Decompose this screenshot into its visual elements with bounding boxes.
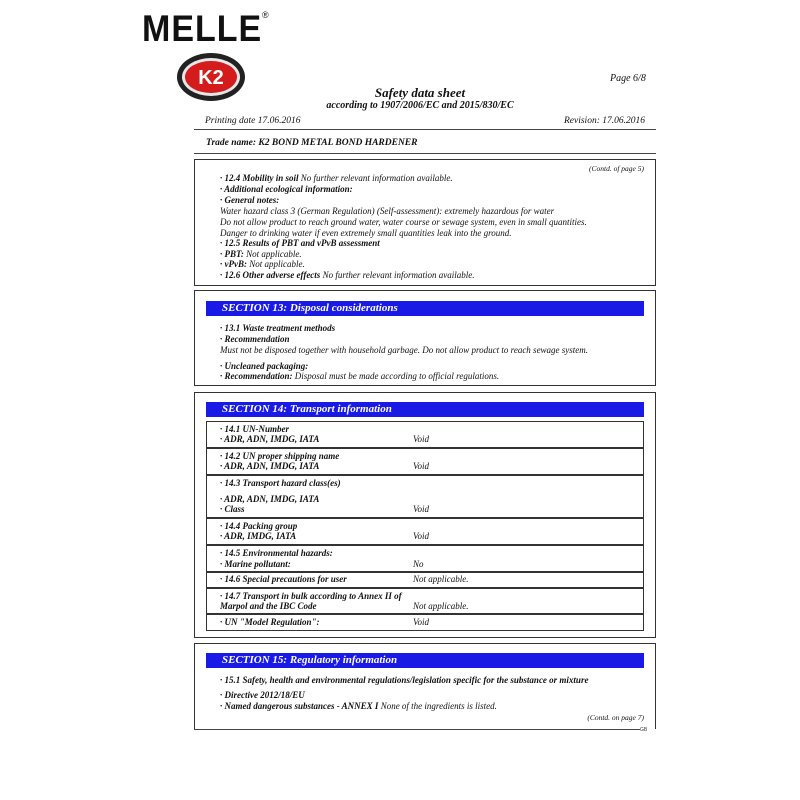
packing-group-value: Void — [413, 531, 430, 541]
packaging-recommendation: · Recommendation: Disposal must be made according to official regulations. — [220, 371, 500, 381]
hazard-class-class: · Class — [220, 504, 245, 514]
shipping-name-value: Void — [413, 461, 430, 471]
header-divider — [194, 129, 656, 130]
groundwater-note: Do not allow product to reach ground water, water course or sewage system, even in small quantities. — [220, 217, 587, 227]
section-15-banner: SECTION 15: Regulatory information — [206, 653, 644, 668]
other-adverse-effects: · 12.6 Other adverse effects No further relevant information available. — [220, 270, 475, 280]
hazard-class-modes: · ADR, ADN, IMDG, IATA — [220, 494, 320, 504]
marine-pollutant-label: · Marine pollutant: — [220, 559, 291, 569]
regulations-heading: · 15.1 Safety, health and environmental regulations/legislation specific for the substance or mixture — [220, 675, 589, 685]
environmental-hazards-label: · 14.5 Environmental hazards: — [220, 548, 333, 558]
hazard-class-value: Void — [413, 504, 430, 514]
logo-registered-mark: ® — [262, 10, 269, 20]
un-number-modes: · ADR, ADN, IMDG, IATA — [220, 434, 320, 444]
additional-ecological-info: · Additional ecological information: — [220, 184, 353, 194]
waste-treatment-heading: · 13.1 Waste treatment methods — [220, 323, 336, 333]
directive-heading: · Directive 2012/18/EU — [220, 690, 305, 700]
printing-date: Printing date 17.06.2016 — [205, 116, 301, 126]
named-dangerous-substances: · Named dangerous substances - ANNEX I None of the ingredients is listed. — [220, 701, 497, 711]
packing-group-modes: · ADR, IMDG, IATA — [220, 531, 297, 541]
page-number: Page 6/8 — [610, 73, 646, 84]
uncleaned-packaging-heading: · Uncleaned packaging: — [220, 361, 309, 371]
logo-brand-text: MELLE — [142, 8, 263, 50]
trade-name: Trade name: K2 BOND METAL BOND HARDENER — [206, 138, 418, 148]
contd-from-note: (Contd. of page 5) — [589, 164, 644, 173]
vpvb-line: · vPvB: Not applicable. — [220, 259, 305, 269]
marpol-label: Marpol and the IBC Code — [220, 601, 317, 611]
recommendation-heading: · Recommendation — [220, 334, 290, 344]
document-title: Safety data sheet — [374, 85, 466, 100]
section-14-banner: SECTION 14: Transport information — [206, 402, 644, 417]
special-precautions-label: · 14.6 Special precautions for user — [220, 574, 347, 584]
hazard-class-label: · 14.3 Transport hazard class(es) — [220, 478, 341, 488]
packing-group-label: · 14.4 Packing group — [220, 521, 298, 531]
disposal-recommendation: Must not be disposed together with household garbage. Do not allow product to reach sewage system. — [220, 345, 589, 355]
bulk-transport-label: · 14.7 Transport in bulk according to Annex II of — [220, 591, 402, 601]
pbt-line: · PBT: Not applicable. — [220, 249, 302, 259]
section-13-banner: SECTION 13: Disposal considerations — [206, 301, 644, 316]
model-regulation-label: · UN "Model Regulation": — [220, 617, 320, 627]
contd-on-note: (Contd. on page 7) — [587, 713, 644, 722]
drinking-water-note: Danger to drinking water if even extremely small quantities leak into the ground. — [220, 228, 512, 238]
un-number-value: Void — [413, 434, 430, 444]
shipping-name-label: · 14.2 UN proper shipping name — [220, 451, 340, 461]
mobility-in-soil: · 12.4 Mobility in soil No further relevant information available. — [220, 173, 453, 183]
country-code: GB — [640, 727, 648, 733]
pbt-vpvb-heading: · 12.5 Results of PBT and vPvB assessment — [220, 238, 380, 248]
revision-date: Revision: 17.06.2016 — [563, 116, 645, 126]
footer-divider — [194, 729, 640, 730]
water-hazard-note: Water hazard class 3 (German Regulation) (Self-assessment): extremely hazardous for water — [220, 206, 555, 216]
logo-k2-text: K2 — [198, 67, 224, 89]
trade-divider — [194, 153, 656, 154]
document-subtitle: according to 1907/2006/EC and 2015/830/EC — [326, 100, 514, 111]
model-regulation-value: Void — [413, 617, 430, 627]
general-notes-heading: · General notes: — [220, 195, 280, 205]
special-precautions-value: Not applicable. — [413, 574, 469, 584]
shipping-name-modes: · ADR, ADN, IMDG, IATA — [220, 461, 320, 471]
marine-pollutant-value: No — [413, 559, 424, 569]
bulk-transport-value: Not applicable. — [413, 601, 469, 611]
un-number-label: · 14.1 UN-Number — [220, 424, 289, 434]
